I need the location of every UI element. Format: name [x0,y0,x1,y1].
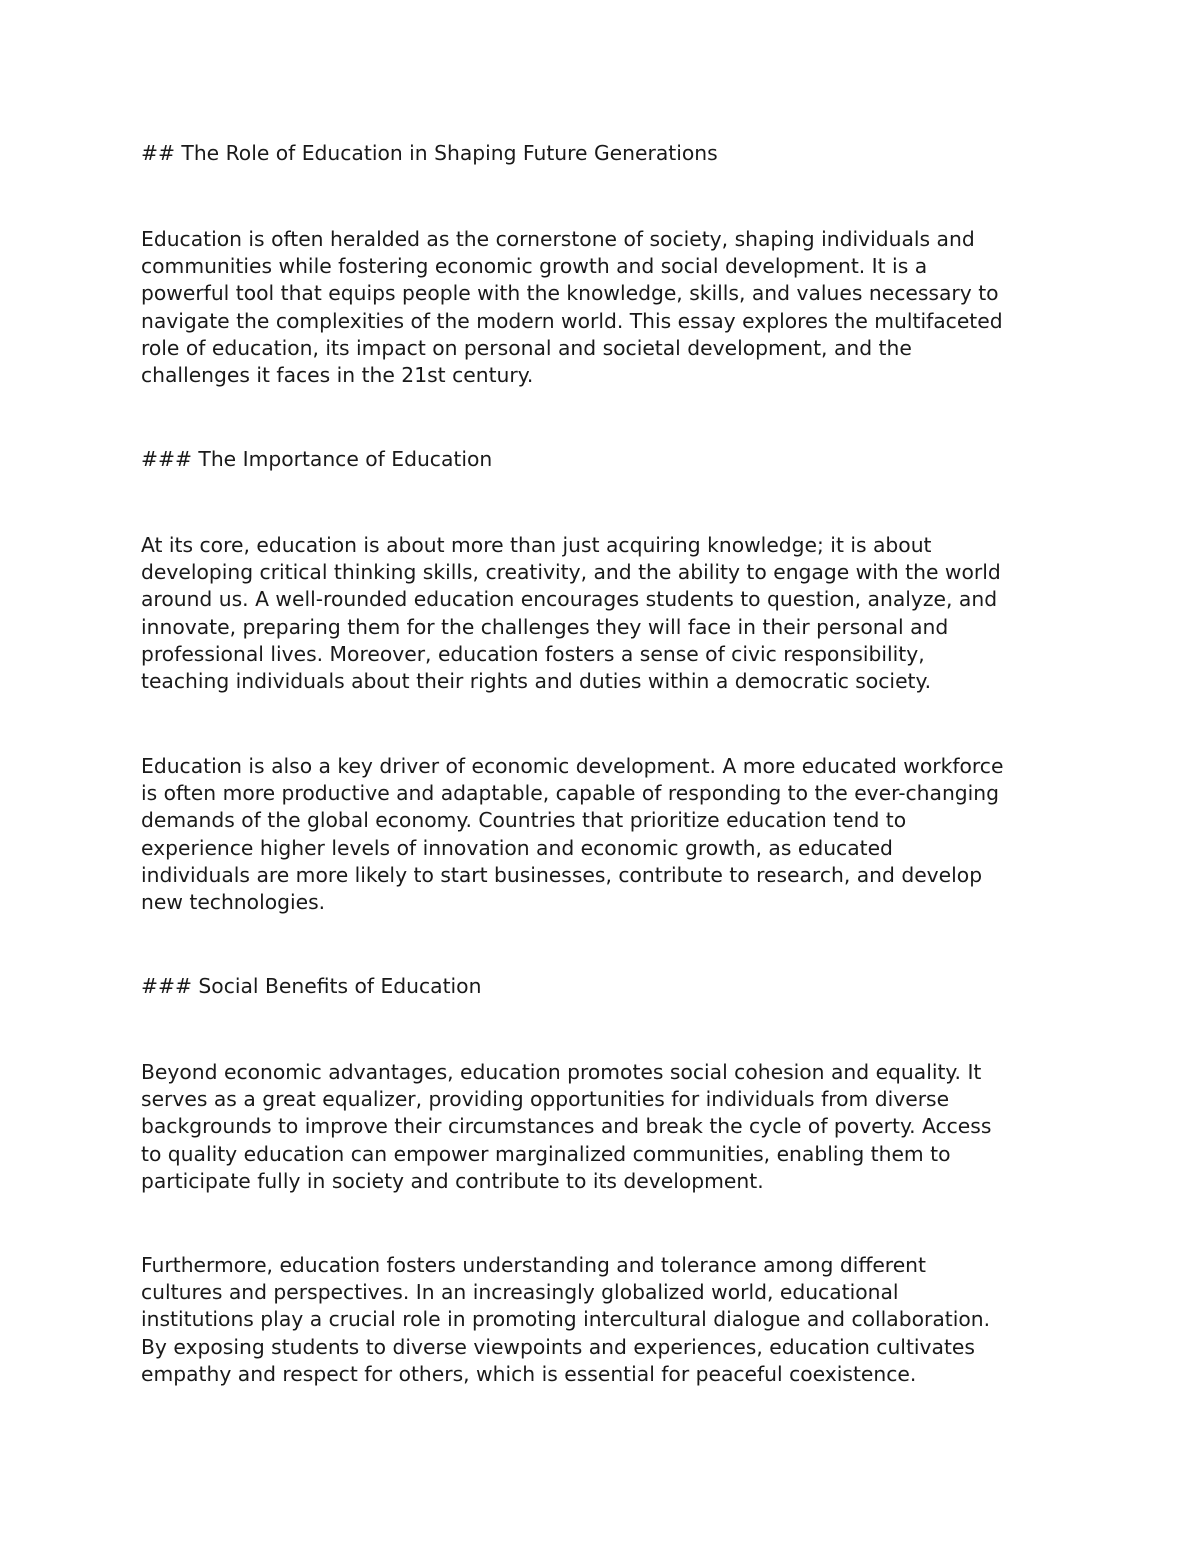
paragraph-line: By exposing students to diverse viewpoints and experiences, education cultivates [141,1334,975,1359]
paragraph-line: individuals are more likely to start businesses, contribute to research, and develop [141,862,983,887]
paragraph-line: serves as a great equalizer, providing opportunities for individuals from diverse [141,1087,950,1112]
paragraph-line: demands of the global economy. Countries that prioritize education tend to [141,808,907,833]
section-heading-importance [141,446,1071,473]
paragraph-line: Beyond economic advantages, education promotes social cohesion and equality. It [141,1060,982,1084]
intro-paragraph [141,226,1071,389]
paragraph-line: is often more productive and adaptable, capable of responding to the ever-changing [141,781,1000,806]
document-title [141,140,1071,167]
paragraph-line: Education is also a key driver of economic development. A more educated workforce [141,754,1004,778]
importance-paragraph-2 [141,753,1071,916]
importance-paragraph-1 [141,532,1071,695]
paragraph-line: institutions play a crucial role in promoting intercultural dialogue and collaboration. [141,1307,991,1332]
paragraph-line: to quality education can empower marginalized communities, enabling them to [141,1141,951,1166]
paragraph-line: innovate, preparing them for the challenges they will face in their personal and [141,614,949,639]
paragraph-line: professional lives. Moreover, education fosters a sense of civic responsibility, [141,641,925,666]
section-heading-social [141,973,1071,1000]
paragraph-line: At its core, education is about more than just acquiring knowledge; it is about [141,533,932,557]
paragraph-line: navigate the complexities of the modern world. This essay explores the multifaceted [141,308,1003,333]
paragraph-line: challenges it faces in the 21st century. [141,363,534,388]
paragraph-line: new technologies. [141,890,326,915]
paragraph-line: cultures and perspectives. In an increasingly globalized world, educational [141,1280,899,1305]
title-line: ## The Role of Education in Shaping Future Generations [141,141,718,165]
paragraph-line: teaching individuals about their rights and duties within a democratic society. [141,669,932,694]
heading-line: ### Social Benefits of Education [141,974,482,998]
paragraph-line: powerful tool that equips people with the knowledge, skills, and values necessary to [141,281,999,306]
paragraph-line: Furthermore, education fosters understanding and tolerance among different [141,1253,926,1277]
heading-line: ### The Importance of Education [141,447,493,471]
social-paragraph-2 [141,1252,1071,1388]
paragraph-line: experience higher levels of innovation and economic growth, as educated [141,835,893,860]
paragraph-line: developing critical thinking skills, creativity, and the ability to engage with the world [141,560,1001,585]
paragraph-line: role of education, its impact on personal and societal development, and the [141,335,912,360]
social-paragraph-1 [141,1059,1071,1195]
paragraph-line: empathy and respect for others, which is essential for peaceful coexistence. [141,1361,917,1386]
paragraph-line: participate fully in society and contribute to its development. [141,1168,764,1193]
paragraph-line: communities while fostering economic growth and social development. It is a [141,254,928,279]
paragraph-line: Education is often heralded as the cornerstone of society, shaping individuals and [141,227,975,251]
paragraph-line: around us. A well-rounded education encourages students to question, analyze, and [141,587,998,612]
paragraph-line: backgrounds to improve their circumstances and break the cycle of poverty. Access [141,1114,992,1139]
